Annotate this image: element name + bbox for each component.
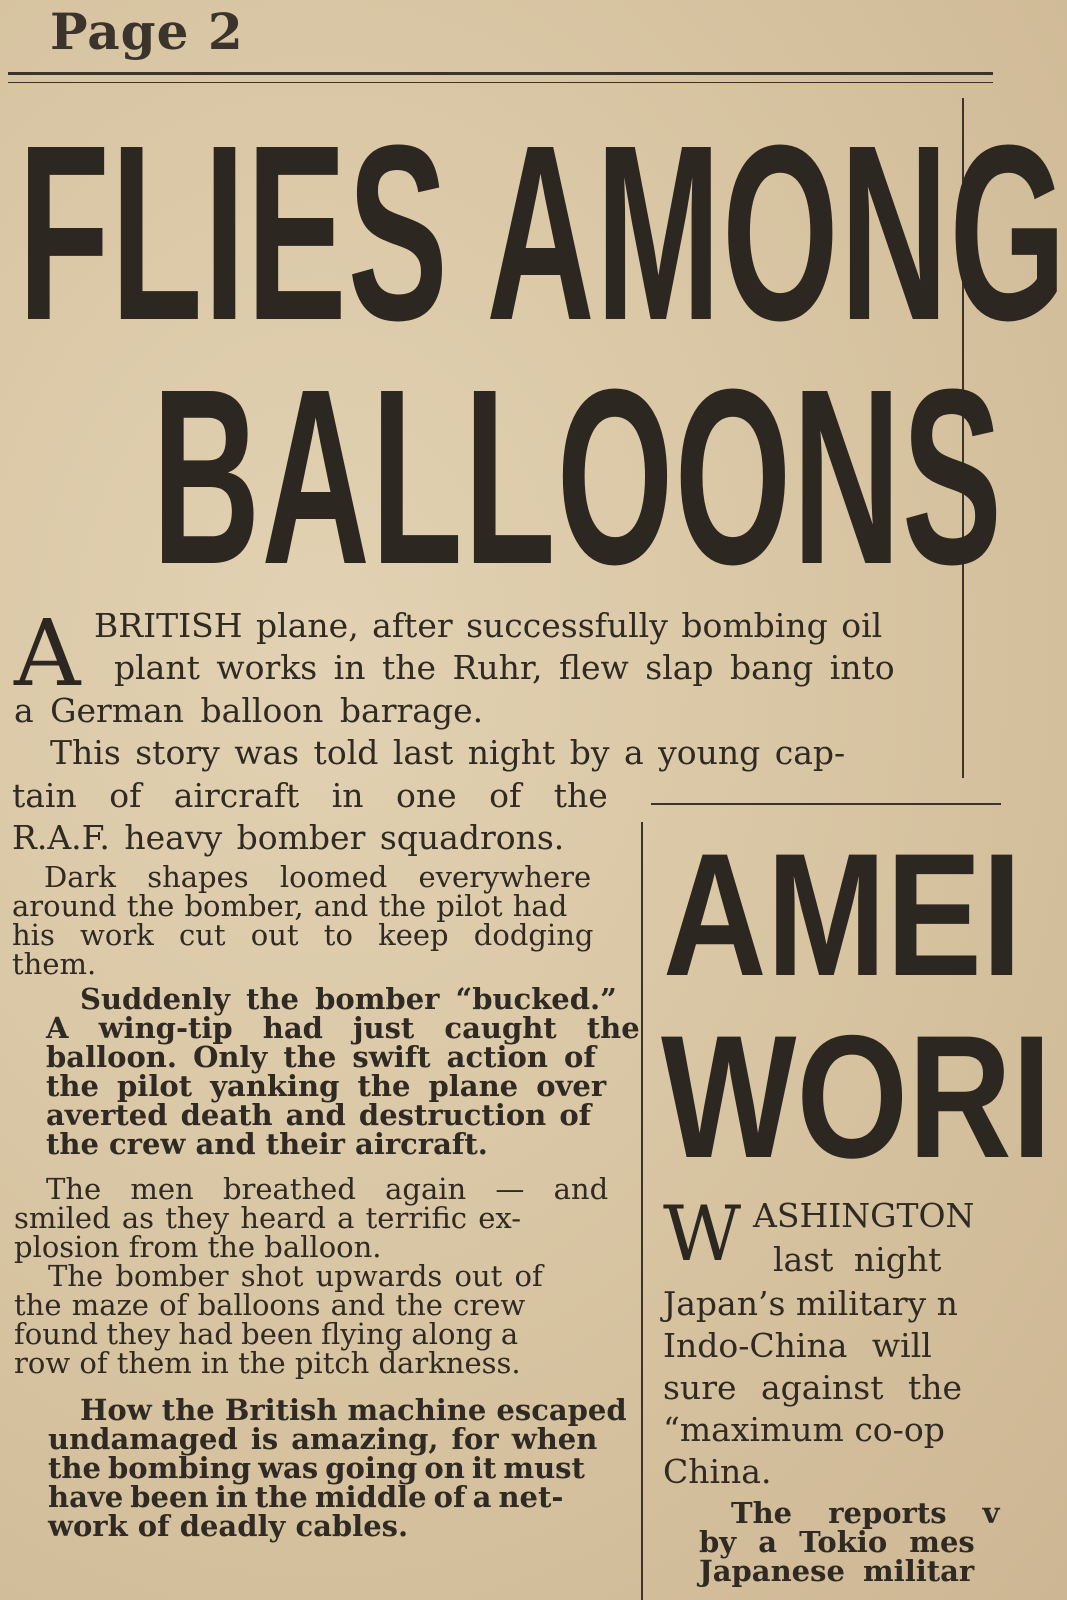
main-headline-line-1: FLIES AMONG [18,93,1067,372]
body-line: his work cut out to keep dodging [12,918,594,952]
body-line: Dark shapes loomed everywhere [44,860,592,894]
bold-line: balloon. Only the swift action of [46,1040,596,1074]
second-bold-line: Japanese militar [699,1554,975,1588]
lead-line: BRITISH plane, after successfully bombing oil [94,606,883,645]
bold-line: undamaged is amazing, for when [48,1422,598,1456]
header-rule-bottom [8,82,993,83]
page-number: Page 2 [50,2,244,61]
body-line: row of them in the pitch darkness. [14,1346,521,1380]
second-body-line: last night [773,1240,942,1279]
second-body-line: China. [663,1452,772,1491]
body-line: tain of aircraft in one of the [12,776,608,815]
second-body-line: ASHINGTON [753,1196,975,1235]
second-headline-line-1: AMEI [663,818,1022,1013]
header-rule-top [8,72,993,75]
bold-line: A wing-tip had just caught the [46,1011,640,1045]
body-line: R.A.F. heavy bomber squadrons. [12,818,565,857]
body-line: plosion from the balloon. [14,1230,382,1264]
bold-line: the crew and their aircraft. [46,1127,488,1161]
bold-line: How the British machine escaped [80,1393,627,1427]
lead-line: a German balloon barrage. [14,691,484,730]
bold-line: Suddenly the bomber “bucked.” [80,982,617,1016]
body-line: found they had been flying along a [14,1317,519,1351]
bold-line: averted death and destruction of [46,1098,592,1132]
main-headline-line-2: BALLOONS [152,337,1004,616]
bold-line: work of deadly cables. [48,1509,409,1543]
bold-line: the pilot yanking the plane over [46,1069,607,1103]
bold-line: have been in the middle of a net- [48,1480,564,1514]
column-rule-middle [641,822,643,1600]
second-body-line: Indo-China will [663,1326,932,1365]
lead-line: plant works in the Ruhr, flew slap bang into [114,648,895,687]
body-line: This story was told last night by a young cap- [50,733,846,772]
second-headline-line-2: WORI [661,1000,1052,1195]
body-line: The bomber shot upwards out of [48,1259,543,1293]
body-line: them. [12,947,97,981]
drop-cap: A [14,600,81,707]
second-body-line: “maximum co-op [663,1410,945,1449]
body-line: the maze of balloons and the crew [14,1288,526,1322]
second-body-line: sure against the [663,1368,962,1407]
body-line: around the bomber, and the pilot had [12,889,568,923]
second-drop-cap: W [663,1189,742,1278]
second-story [651,806,1052,1600]
body-line: smiled as they heard a terrific ex- [14,1201,522,1235]
second-bold-line: by a Tokio mes [699,1525,975,1559]
body-line: The men breathed again — and [46,1172,609,1206]
bold-line: the bombing was going on it must [48,1451,585,1485]
second-bold-line: The reports v [731,1496,1000,1530]
second-body-line: Japan’s military n [663,1284,958,1323]
story-divider [651,803,1001,805]
